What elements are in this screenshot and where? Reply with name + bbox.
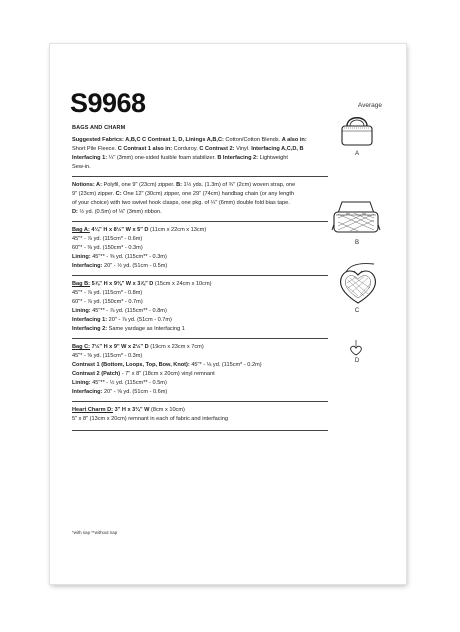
divider [72, 338, 328, 339]
text-span: Interfacing: [72, 263, 103, 269]
text-span: ¼" (3mm) one-sided fusible foam stabilizer. [107, 155, 218, 161]
text-span: Short Pile Fleece. [72, 146, 118, 152]
text-span: B: [176, 182, 182, 188]
text-span: 5" x 8" (13cm x 20cm) remnant in each of fabric and interfacing [72, 416, 229, 422]
divider [72, 275, 328, 276]
text-span: Lining: [72, 380, 91, 386]
view-bag-c [72, 343, 328, 397]
text-span: Bag C: [72, 344, 91, 350]
footnote: *with nap **without nap [72, 530, 118, 535]
view-heading [72, 280, 328, 289]
yardage-line [72, 379, 328, 388]
yardage-line [72, 289, 328, 298]
text-span: One 12" (30cm) zipper, one 29" (74cm) handbag chain (or any length [121, 191, 295, 197]
view-label-b: B [354, 240, 359, 246]
text-span: Bag B: [72, 281, 91, 287]
view-label-d: D [354, 358, 360, 364]
bag-a-illustration [338, 112, 376, 148]
text-span: 3" H x 3¾" W [113, 407, 150, 413]
text-span: Cotton/Cotton Blends. [223, 137, 282, 143]
text-span: ½ yd. (0.5m) of ⅛" (3mm) ribbon. [77, 209, 162, 215]
text-span: (19cm x 23cm x 7cm) [148, 344, 204, 350]
suggested-fabrics [72, 136, 328, 172]
divider [72, 430, 328, 431]
pattern-number: S9968 [70, 88, 146, 118]
text-span: 45"** - ⅞ yd. (115cm** - 0.8m) [90, 308, 167, 314]
text-span: (11cm x 22cm x 13cm) [148, 227, 207, 233]
header [70, 88, 382, 118]
text-span: 1½ yds. (1.3m) of ¾" (2cm) woven strap, one [181, 182, 296, 188]
text-span: Polyfil, one 9" (23cm) zipper. [101, 182, 177, 188]
text-span: 45"** - ½ yd. (115cm** - 0.5m) [90, 380, 167, 386]
view-label-a: A [354, 151, 359, 157]
text-span: Bag A: [72, 227, 90, 233]
text-span: (8cm x 10cm) [149, 407, 185, 413]
yardage-line [72, 298, 328, 307]
pattern-title: BAGS AND CHARM [72, 125, 126, 131]
yardage-line [72, 361, 328, 370]
divider [72, 401, 328, 402]
text-span: - 7" x 8" (18cm x 20cm) vinyl remnant [120, 371, 215, 377]
text-span: Lining: [72, 308, 91, 314]
text-span: of your choice) with two swivel hook clasps, one pkg. of ¼" (6mm) double fold bias tape. [72, 200, 290, 206]
text-span: 4¼" H x 8½" W x 5" D [89, 227, 149, 233]
text-span: Sew-in. [72, 164, 91, 170]
view-label-c: C [354, 308, 360, 314]
text-span: A also in: [281, 137, 307, 143]
text-span: Contrast 1 (Bottom, Loops, Top, Bow, Knot): [72, 362, 190, 368]
text-span: Interfacing: [72, 389, 103, 395]
text-span: Interfacing A,C,D, B [251, 146, 304, 152]
text-span: 45"* - ⅛ yd. (115cm* - 0.2m) [189, 362, 262, 368]
text-span: 7½" H x 9" W x 2½" D [90, 344, 149, 350]
text-span: 60"* - ⅜ yd. (150cm* - 0.3m) [72, 245, 143, 251]
text-span: 5⅞" H x 9⅜" W x 3⅞" D [90, 281, 154, 287]
text-span: 20" - ⅝ yd. (51cm - 0.6m) [102, 389, 168, 395]
text-span: D: [72, 209, 78, 215]
pattern-content [72, 124, 328, 435]
text-span: 45"* - ⅞ yd. (115cm* - 0.8m) [72, 290, 143, 296]
text-span: Notions: A: [72, 182, 102, 188]
divider [72, 176, 328, 177]
view-bag-a [72, 226, 328, 271]
text-span: 45"** - ⅜ yd. (115cm** - 0.3m) [90, 254, 167, 260]
pattern-envelope-back [50, 44, 406, 584]
view-heading [72, 343, 328, 352]
yardage-line [72, 235, 328, 244]
yardage-line [72, 307, 328, 316]
text-span: Corduroy. [172, 146, 200, 152]
text-span: C Contrast 1 also in: [117, 146, 173, 152]
yardage-line [72, 244, 328, 253]
yardage-line [72, 415, 328, 424]
yardage-line [72, 316, 328, 325]
text-span: C Contrast 2: [199, 146, 235, 152]
text-span: 45"* - ⅜ yd. (115cm* - 0.3m) [72, 353, 143, 359]
view-heading [72, 226, 328, 235]
bag-b-illustration [326, 200, 386, 236]
yardage-line [72, 388, 328, 397]
text-span: 20" - ⅞ yd. (51cm - 0.7m) [107, 317, 172, 323]
text-span: (15cm x 24cm x 10cm) [153, 281, 212, 287]
text-span: B Interfacing 2: [217, 155, 259, 161]
yardage-line [72, 262, 328, 271]
notions [72, 181, 328, 217]
text-span: Interfacing 1: [72, 317, 108, 323]
view-heart-charm-d [72, 406, 328, 424]
text-span: C: [115, 191, 122, 197]
text-span: 20" - ½ yd. (51cm - 0.5m) [102, 263, 168, 269]
text-span: Interfacing 1: [72, 155, 108, 161]
yardage-line [72, 370, 328, 379]
text-span: Vinyl. [234, 146, 252, 152]
text-span: Contrast 2 (Patch) [72, 371, 121, 377]
yardage-line [72, 325, 328, 334]
text-span: Same yardage as Interfacing 1 [107, 326, 185, 332]
divider [72, 221, 328, 222]
view-bag-b [72, 280, 328, 334]
text-span: 9" (23cm) zipper. [72, 191, 116, 197]
text-span: Lining: [72, 254, 91, 260]
text-span: 60"* - ⅞ yd. (150cm* - 0.7m) [72, 299, 143, 305]
text-span: Interfacing 2: [72, 326, 108, 332]
text-span: Heart Charm D: [72, 407, 114, 413]
yardage-line [72, 253, 328, 262]
text-span: 45"* - ⅞ yd. (115cm* - 0.6m) [72, 236, 143, 242]
heart-charm-illustration [349, 340, 363, 356]
view-heading [72, 406, 328, 415]
text-span: Lightweight [258, 155, 288, 161]
text-span: Suggested Fabrics: A,B,C C Contrast 1, D, Linings A,B,C: [72, 137, 224, 143]
difficulty-label: Average [357, 102, 382, 109]
yardage-line [72, 352, 328, 361]
bag-c-illustration [336, 262, 380, 306]
